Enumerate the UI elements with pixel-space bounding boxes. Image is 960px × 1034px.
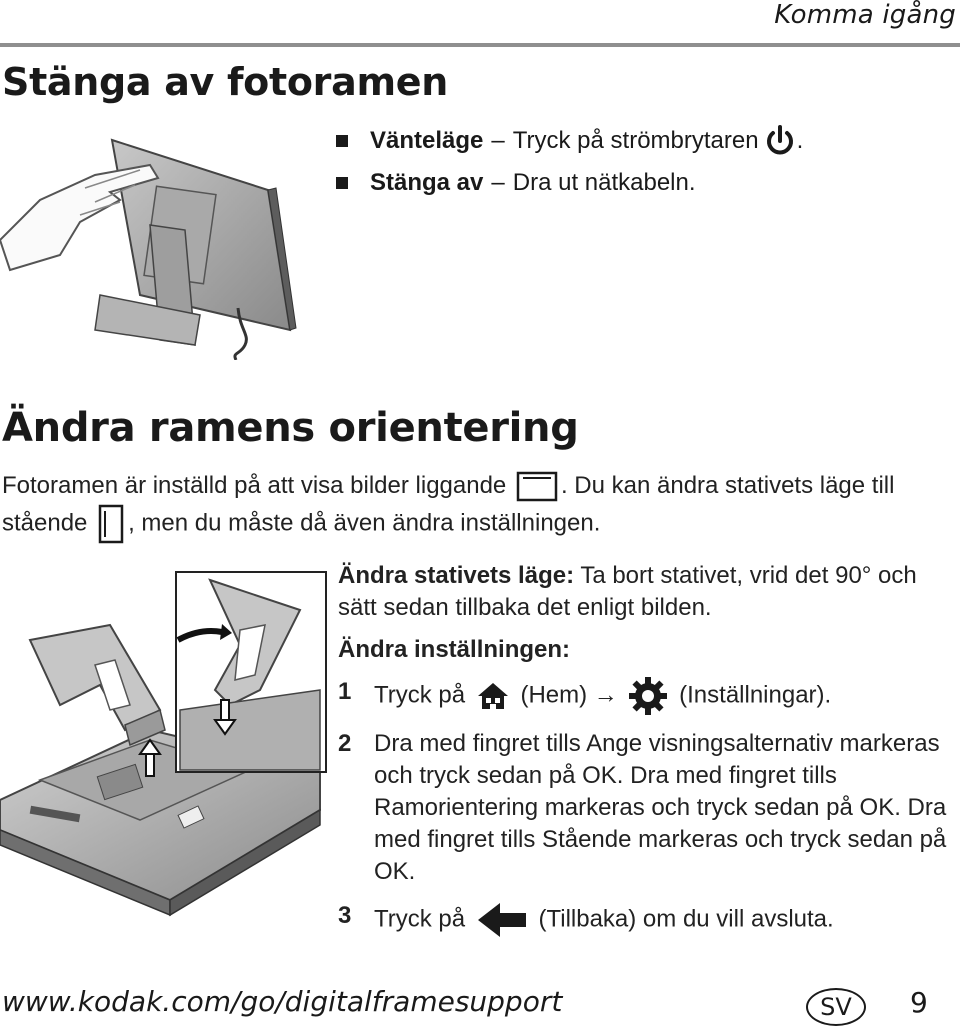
- bullet-marker: [336, 135, 348, 147]
- step-number: 3: [338, 902, 352, 929]
- home-icon: [476, 681, 510, 711]
- settings-heading: [338, 634, 958, 666]
- title-orientation: Ändra ramens orientering: [2, 405, 579, 451]
- landscape-icon: [516, 470, 558, 504]
- bullet-text: Dra ut nätkabeln.: [512, 169, 696, 196]
- bullet-standby: [336, 120, 946, 162]
- portrait-icon: [97, 504, 125, 544]
- header-rule: [0, 43, 960, 47]
- step-1: [338, 676, 958, 716]
- bullet-after: .: [796, 127, 804, 154]
- stand-label: Ändra stativets läge:: [338, 562, 575, 589]
- step-2: [338, 728, 958, 888]
- step-text: (Inställningar).: [679, 681, 832, 709]
- orientation-instructions: [338, 560, 958, 952]
- language-badge: SV: [806, 988, 866, 1026]
- stand-paragraph: [338, 560, 958, 624]
- step-text: Tryck på: [374, 681, 466, 709]
- orientation-intro: [2, 468, 942, 544]
- bullet-dash: –: [491, 169, 505, 196]
- intro-text-3: stående: [2, 509, 88, 537]
- step-body: [374, 676, 831, 716]
- intro-text-1: Fotoramen är inställd på att visa bilder liggande: [2, 472, 507, 499]
- step-text: Dra med fingret tills Ange visningsalternativ markeras och tryck sedan på OK. Dra med fingret tills Ramorientering markeras och tryck sedan på OK. Dra med fingret tills Stående markeras och tryck sedan på OK.: [374, 730, 947, 885]
- step-body: [374, 900, 834, 940]
- bullet-dash: –: [491, 127, 505, 154]
- bullet-off: [336, 162, 946, 204]
- title-turn-off: Stänga av fotoramen: [2, 60, 448, 104]
- bullet-marker: [336, 177, 348, 189]
- page-number: 9: [910, 986, 928, 1019]
- illustration-rotate-stand: [0, 570, 330, 930]
- power-bullets: [336, 120, 946, 204]
- step-number: 1: [338, 678, 352, 705]
- arrow-right-icon: →: [593, 681, 618, 709]
- intro-text-4: , men du måste då även ändra inställningen.: [128, 509, 601, 537]
- settings-label: Ändra inställningen:: [338, 636, 571, 663]
- intro-text-2: . Du kan ändra stativets läge till: [560, 472, 895, 499]
- bullet-term: Vänteläge: [370, 127, 484, 154]
- bullet-term: Stänga av: [370, 169, 484, 196]
- step-text: Tryck på: [374, 905, 466, 933]
- power-icon: [763, 124, 797, 158]
- step-text: (Tillbaka) om du vill avsluta.: [538, 905, 834, 933]
- stand-text: Ta bort stativet, vrid det 90° och sätt sedan tillbaka det enligt bilden.: [338, 562, 917, 621]
- step-text: (Hem): [520, 681, 588, 709]
- gear-icon: [628, 676, 668, 716]
- illustration-power-off: [0, 130, 300, 360]
- step-3: [338, 900, 958, 940]
- back-arrow-icon: [476, 900, 528, 940]
- step-number: 2: [338, 730, 352, 757]
- section-tag: Komma igång: [774, 0, 956, 30]
- bullet-text: Tryck på strömbrytaren: [512, 127, 759, 154]
- footer-url[interactable]: www.kodak.com/go/digitalframesupport: [2, 985, 563, 1018]
